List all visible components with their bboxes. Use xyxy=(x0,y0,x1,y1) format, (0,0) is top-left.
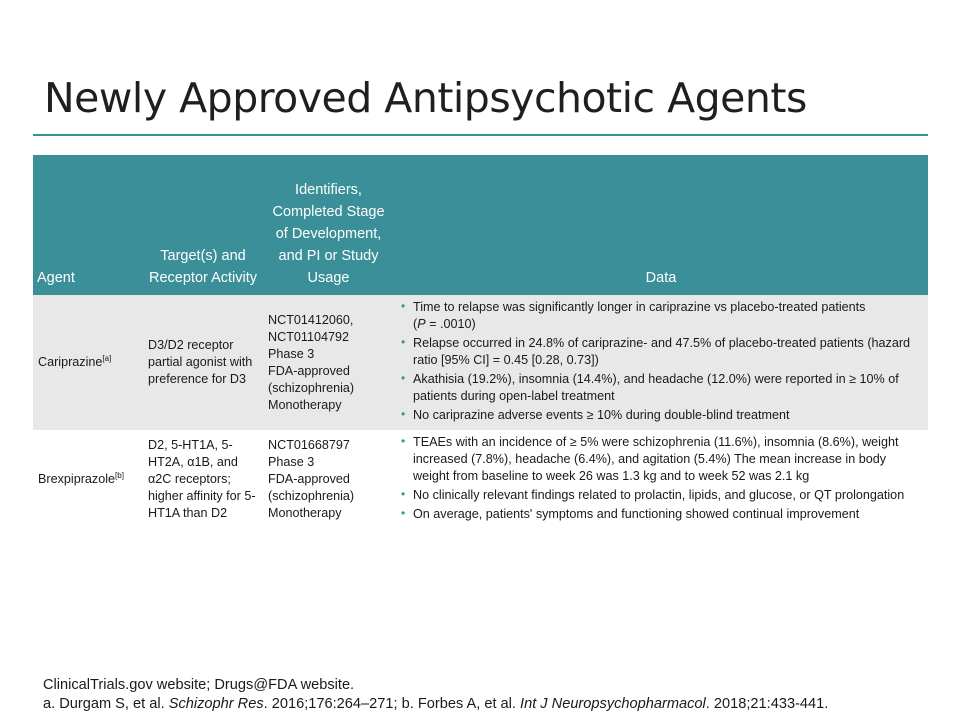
data-cell xyxy=(394,430,928,529)
identifier-line: FDA-approved (schizophrenia) xyxy=(268,472,355,503)
target-cell: D3/D2 receptor partial agonist with preference for D3 xyxy=(143,295,263,430)
data-cell xyxy=(394,295,928,430)
table-row xyxy=(33,295,928,430)
data-bullet: • Relapse occurred in 24.8% of cariprazine- and 47.5% of placebo-treated patients (hazard ratio [95% CI] = 0.45 [0.28, 0.73]) xyxy=(399,335,923,369)
identifier-line: Phase 3 xyxy=(268,455,315,469)
reference-marker: [a] xyxy=(102,354,112,363)
data-bullet: • Time to relapse was significantly longer in cariprazine vs placebo-treated patients (P = .0010) xyxy=(399,299,923,333)
table-header-row xyxy=(33,155,928,295)
header-data: Data xyxy=(394,155,928,295)
identifier-line: NCT01668797 xyxy=(268,438,350,452)
target-cell: D2, 5-HT1A, 5-HT2A, α1B, and α2C receptors; higher affinity for 5-HT1A than D2 xyxy=(143,430,263,529)
identifiers-cell xyxy=(263,430,394,529)
data-bullet: • Akathisia (19.2%), insomnia (14.4%), and headache (12.0%) were reported in ≥ 10% of patients during open-label treatment xyxy=(399,371,923,405)
header-agent: Agent xyxy=(33,155,143,295)
agent-cell xyxy=(33,295,143,430)
footer-sources: ClinicalTrials.gov website; Drugs@FDA website. xyxy=(43,677,355,693)
data-bullet-list xyxy=(399,434,923,523)
agent-cell xyxy=(33,430,143,529)
data-bullet: • TEAEs with an incidence of ≥ 5% were schizophrenia (11.6%), insomnia (8.6%), weight increased (7.8%), headache (6.4%), and agitation (5.4%) The mean increase in body weight from baseline to week 26 was 1.3 kg and to week 52 was 2.1 kg xyxy=(399,434,923,485)
agent-name: Cariprazine xyxy=(38,355,103,369)
data-bullet-list xyxy=(399,299,923,424)
data-bullet: • No cariprazine adverse events ≥ 10% during double-blind treatment xyxy=(399,407,923,424)
reference-marker: [b] xyxy=(115,471,124,480)
data-bullet: • No clinically relevant findings related to prolactin, lipids, and glucose, or QT prolongation xyxy=(399,487,923,504)
agents-table xyxy=(33,155,928,529)
footer-references xyxy=(43,676,828,714)
footer-citations: a. Durgam S, et al. Schizophr Res. 2016;176:264–271; b. Forbes A, et al. Int J Neuropsychopharmacol. 2018;21:433-441. xyxy=(43,696,829,712)
agent-name: Brexpiprazole xyxy=(38,472,116,486)
identifier-line: Monotherapy xyxy=(268,397,342,412)
identifier-line: FDA-approved (schizophrenia) xyxy=(268,363,355,395)
slide-title: Newly Approved Antipsychotic Agents xyxy=(44,74,807,122)
identifier-line: NCT01104792 xyxy=(268,329,349,344)
data-bullet: • On average, patients' symptoms and functioning showed continual improvement xyxy=(399,506,923,523)
identifier-line: NCT01412060, xyxy=(268,312,354,327)
identifiers-cell xyxy=(263,295,394,430)
header-identifiers: Identifiers, Completed Stage of Development, and PI or Study Usage xyxy=(263,155,394,295)
identifier-line: Monotherapy xyxy=(268,506,342,520)
identifier-line: Phase 3 xyxy=(268,346,315,361)
title-divider xyxy=(33,134,928,136)
table-row xyxy=(33,430,928,529)
header-target: Target(s) and Receptor Activity xyxy=(143,155,263,295)
